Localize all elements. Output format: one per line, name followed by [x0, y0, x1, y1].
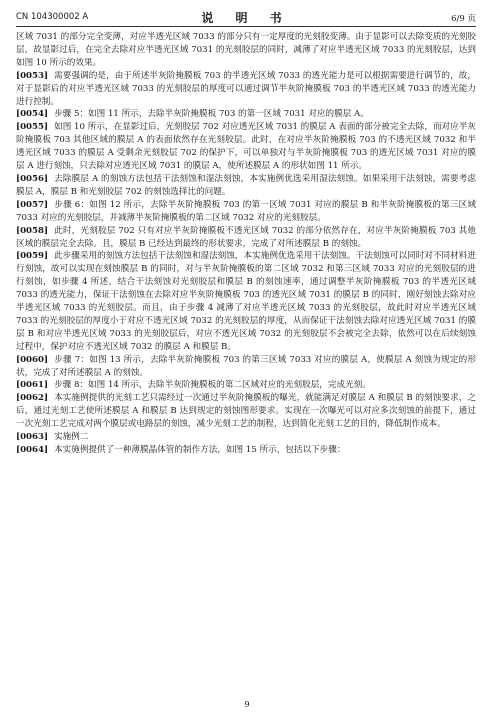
- paragraph-text: 此时，光刻胶层 702 只有对应半灰阶掩膜板不透光区域 7032 的部分依然存在，对应半灰阶掩膜板 703 其他区域的膜层完全去除。且，膜层 B 已经达到最终的形状要求，完成了对所述膜层 B 的刻蚀。: [16, 225, 476, 249]
- paragraph-number: [0058]: [16, 225, 49, 236]
- paragraph-0055: [16, 121, 476, 173]
- paragraph-text: 区域 7031 的部分完全变薄，对应半透光区域 7033 的部分只有一定厚度的光刻胶变薄。由于显影可以去除变质的光刻胶层，故显影过后，在完全去除对应半透光区域 7031 的光刻胶层的同时，减薄了对应半透光区域 7033 的光刻胶层，达到如图 10 所示的效果。: [16, 32, 476, 68]
- paragraph-text: 本实施例提供了一种薄膜晶体管的制作方法，如图 15 所示，包括以下步骤：: [54, 445, 346, 455]
- document-title: 说 明 书: [201, 11, 291, 25]
- document-body: [16, 31, 476, 457]
- section-heading: 实施例二: [54, 432, 89, 443]
- paragraph-text: 步骤 5：如图 11 所示，去除半灰阶掩膜板 703 的第一区域 7031 对应的膜层 A。: [54, 109, 369, 120]
- paragraph-0057: [16, 199, 476, 225]
- paragraph-text: 此步骤采用的刻蚀方法包括干法刻蚀和湿法刻蚀，本实施例优选采用干法刻蚀。干法刻蚀可以同时对不同材料进行刻蚀，故可以实现在刻蚀膜层 B 的同时，对与半灰阶掩膜板的第二区域 7032 和第三区域 7033 对应的光刻胶层的进行刻蚀，如步骤 4 所述，结合干法刻蚀对光刻胶层和膜层 B 的刻蚀速率，通过调整半灰阶掩膜板 703 的半透光区域 7033 的透光能力，保证干法刻蚀在去除对应半灰阶掩膜板 703 的透光区域 7031 的膜层 B 的同时，刚好刻蚀去除对应半透光区域 7033 的光刻胶层。而且，由于步骤 4 减薄了对应半透光区域 7033 的光刻胶层，故此时对应半透光区域 7033 的光刻胶层的厚度小于对应不透光区域 7032 的光刻胶层的厚度，从而保证干法刻蚀去除对应透光区域 7031 的膜层 B 和对应半透光区域 7033 的光刻胶层后，对应不透光区域 7032 的光刻胶层不会被完全去除，依然可以在后续刻蚀过程中，保护对应不透光区域 7032 的膜层 A 和膜层 B。: [16, 251, 476, 352]
- paragraph-number: [0059]: [16, 251, 49, 262]
- paragraph-0061: [16, 379, 476, 392]
- paragraph-text: 步骤 6：如图 12 所示，去除半灰阶掩膜板 703 的第一区域 7031 对应的膜层 B 和半灰阶掩膜板的第三区域 7033 对应的光刻胶层，并减薄半灰阶掩膜板的第二区域 7032 对应的光刻胶层。: [16, 199, 476, 223]
- paragraph-text: 本实施例提供的光刻工艺只需经过一次通过半灰阶掩膜板的曝光，就能满足对膜层 A 和膜层 B 的刻蚀要求，之后，通过光刻工艺使所述膜层 A 和膜层 B 达到规定的刻蚀图形要求。实现在一次曝光可以对应多次刻蚀的前提下，通过一次光刻工艺完成对两个膜层或电路层的刻蚀，减少光刻工艺的制程，达到简化光刻工艺的目的，降低制作成本。: [16, 393, 476, 430]
- paragraph-text: 如图 10 所示，在显影过后，光刻胶层 702 对应透光区域 7031 的膜层 A 表面的部分被完全去除，而对应半灰阶掩膜板 703 其他区域的膜层 A 的表面依然存在光刻胶层。此时，在对应半灰阶掩膜板 703 的不透光区域 7032 和半透光区域 7033 的膜层 A 受剩余光刻胶层 702 的保护下，可以单独对与半灰阶掩膜板 703 的透光区域 7031 对应的膜层 A 进行刻蚀，只去除对应透光区域 7031 的膜层 A，使所述膜层 A 的形状如图 11 所示。: [16, 122, 476, 172]
- paragraph-continued: [16, 31, 476, 70]
- page-indicator: 6/9 页: [451, 14, 476, 24]
- paragraph-number: [0053]: [16, 70, 49, 81]
- paragraph-number: [0056]: [16, 173, 49, 184]
- page-header: [16, 8, 476, 26]
- paragraph-0058: [16, 225, 476, 251]
- publication-number: CN 104300002 A: [16, 12, 89, 22]
- paragraph-number: [0060]: [16, 354, 49, 365]
- paragraph-0056: [16, 173, 476, 199]
- paragraph-text: 去除膜层 A 的刻蚀方法包括干法刻蚀和湿法刻蚀，本实施例优选采用湿法刻蚀。如果采用干法刻蚀，需要考虑膜层 A，膜层 B 和光刻胶层 702 的刻蚀选择比的问题。: [16, 173, 476, 197]
- paragraph-number: [0054]: [16, 109, 49, 120]
- paragraph-text: 需要强调的是，由于所述半灰阶掩膜板 703 的半透光区域 7033 的透光能力是可以根据需要进行调节的，故，对于显影后的对应半透光区域 7033 的光刻胶层的厚度可以通过调节半灰阶掩膜板 703 的半透光区域 7033 的透光能力进行控制。: [16, 70, 476, 107]
- paragraph-number: [0064]: [16, 445, 49, 455]
- paragraph-0053: [16, 70, 476, 109]
- paragraph-number: [0057]: [16, 199, 49, 210]
- paragraph-0054: [16, 108, 476, 121]
- paragraph-0062: [16, 392, 476, 431]
- page-number: 9: [244, 700, 250, 710]
- paragraph-0059: [16, 250, 476, 353]
- paragraph-number: [0063]: [16, 432, 49, 443]
- paragraph-0063: [16, 431, 476, 444]
- paragraph-number: [0061]: [16, 380, 49, 391]
- paragraph-text: 步骤 7：如图 13 所示，去除半灰阶掩膜板 703 的第三区域 7033 对应的膜层 A，使膜层 A 刻蚀为规定的形状，完成了对所述膜层 A 的刻蚀。: [16, 354, 476, 378]
- paragraph-0064: [16, 444, 476, 457]
- paragraph-0060: [16, 354, 476, 380]
- paragraph-number: [0055]: [16, 122, 49, 133]
- header-rule: [16, 26, 476, 27]
- paragraph-number: [0062]: [16, 393, 49, 404]
- paragraph-text: 步骤 8：如图 14 所示，去除半灰阶掩膜板的第二区域对应的光刻胶层，完成光刻。: [54, 380, 371, 391]
